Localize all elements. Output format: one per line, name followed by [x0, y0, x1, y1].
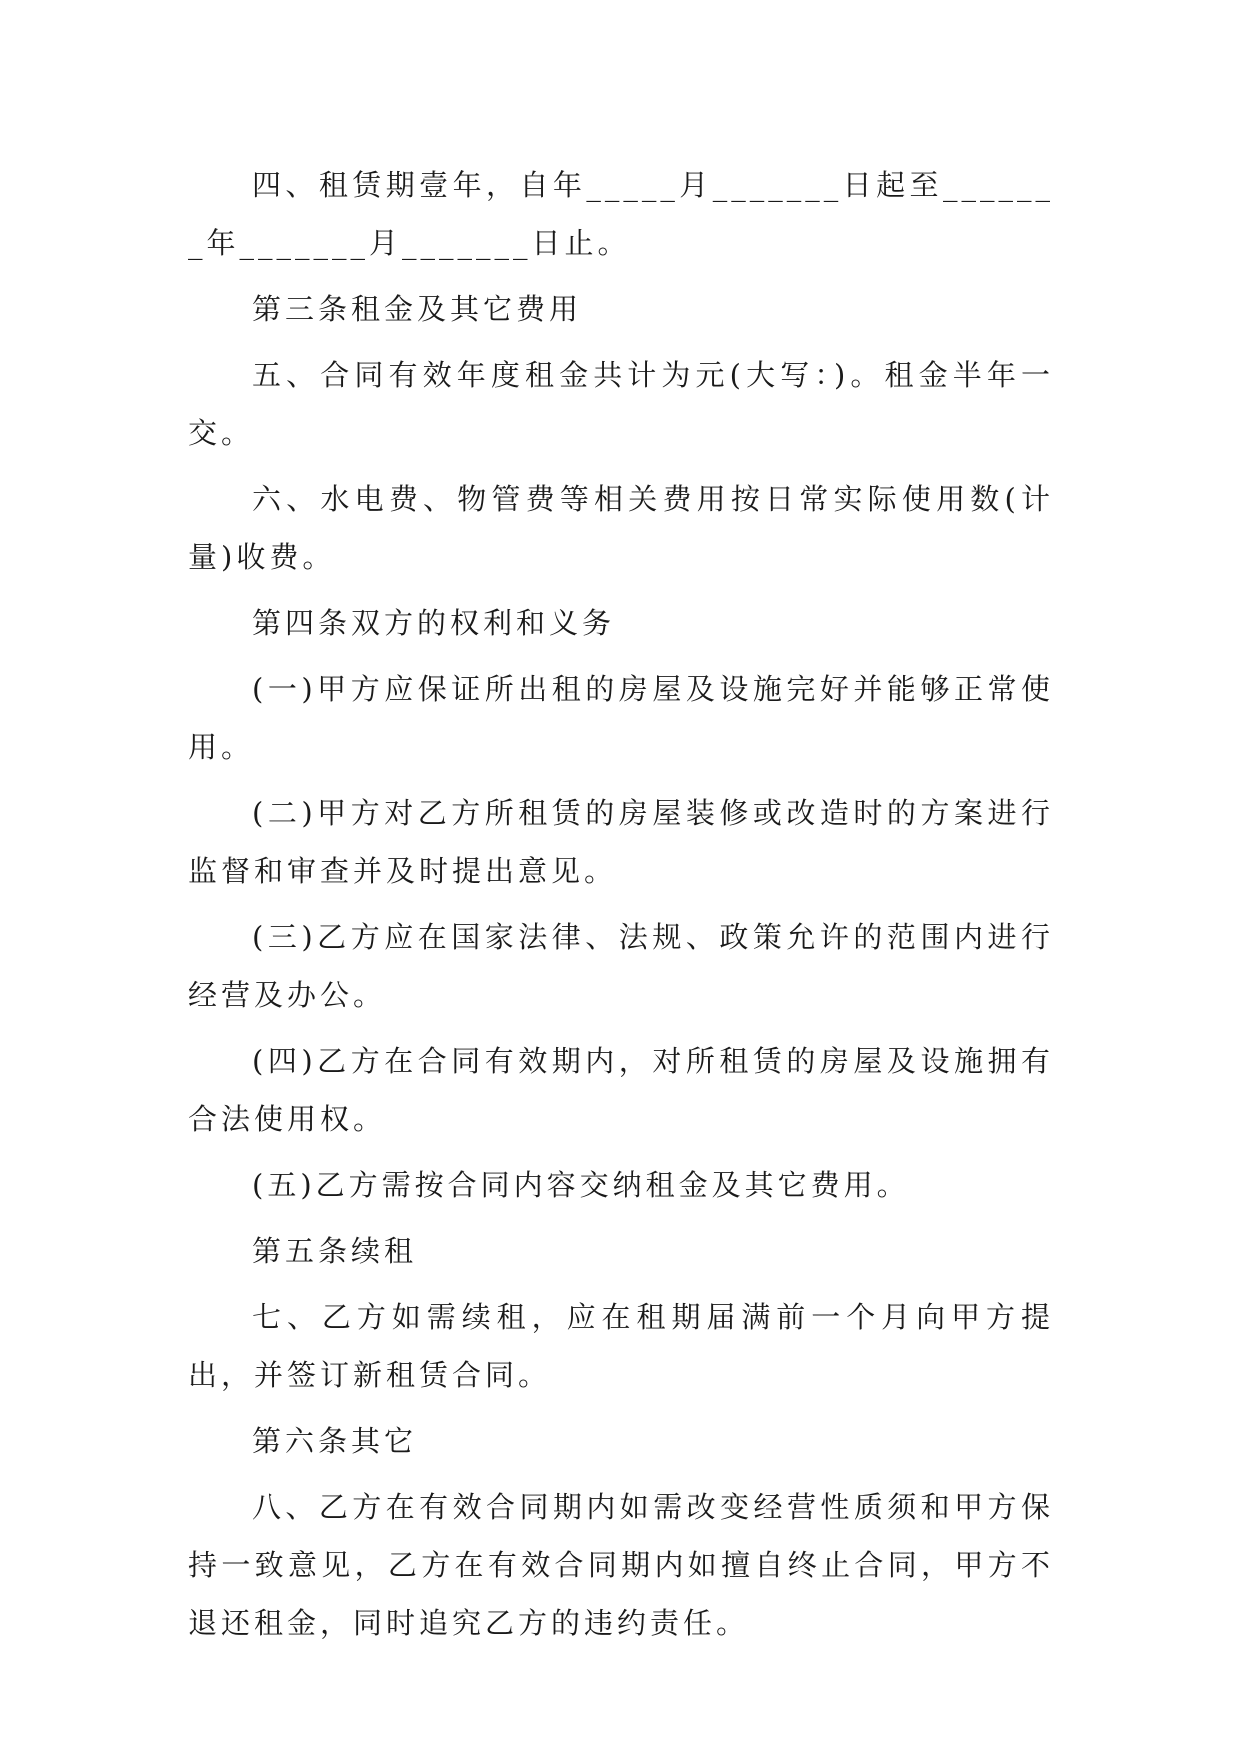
paragraph-other: 八、乙方在有效合同期内如需改变经营性质须和甲方保持一致意见，乙方在有效合同期内如擅自终止合同，甲方不退还租金，同时追究乙方的违约责任。	[188, 1490, 1054, 1640]
heading-article-5: 第五条续租	[252, 1234, 418, 1268]
heading-article-4: 第四条双方的权利和义务	[252, 606, 616, 640]
paragraph-right-4: (四)乙方在合同有效期内，对所租赁的房屋及设施拥有合法使用权。	[188, 1044, 1054, 1136]
paragraph-right-2: (二)甲方对乙方所租赁的房屋装修或改造时的方案进行监督和审查并及时提出意见。	[188, 796, 1054, 888]
paragraph-right-1: (一)甲方应保证所出租的房屋及设施完好并能够正常使用。	[188, 672, 1054, 764]
paragraph-utility-fees: 六、水电费、物管费等相关费用按日常实际使用数(计量)收费。	[188, 482, 1054, 574]
paragraph-right-5: (五)乙方需按合同内容交纳租金及其它费用。	[252, 1168, 910, 1202]
heading-article-6: 第六条其它	[252, 1424, 418, 1458]
paragraph-renewal: 七、乙方如需续租，应在租期届满前一个月向甲方提出，并签订新租赁合同。	[188, 1300, 1054, 1392]
paragraph-right-3: (三)乙方应在国家法律、法规、政策允许的范围内进行经营及办公。	[188, 920, 1054, 1012]
paragraph-rent-amount: 五、合同有效年度租金共计为元(大写：)。租金半年一交。	[188, 358, 1054, 450]
document-body	[188, 156, 1054, 1660]
heading-article-3: 第三条租金及其它费用	[252, 292, 583, 326]
paragraph-lease-term: 四、租赁期壹年，自年_____月_______日起至_______年_______月_______日止。	[188, 168, 1054, 260]
